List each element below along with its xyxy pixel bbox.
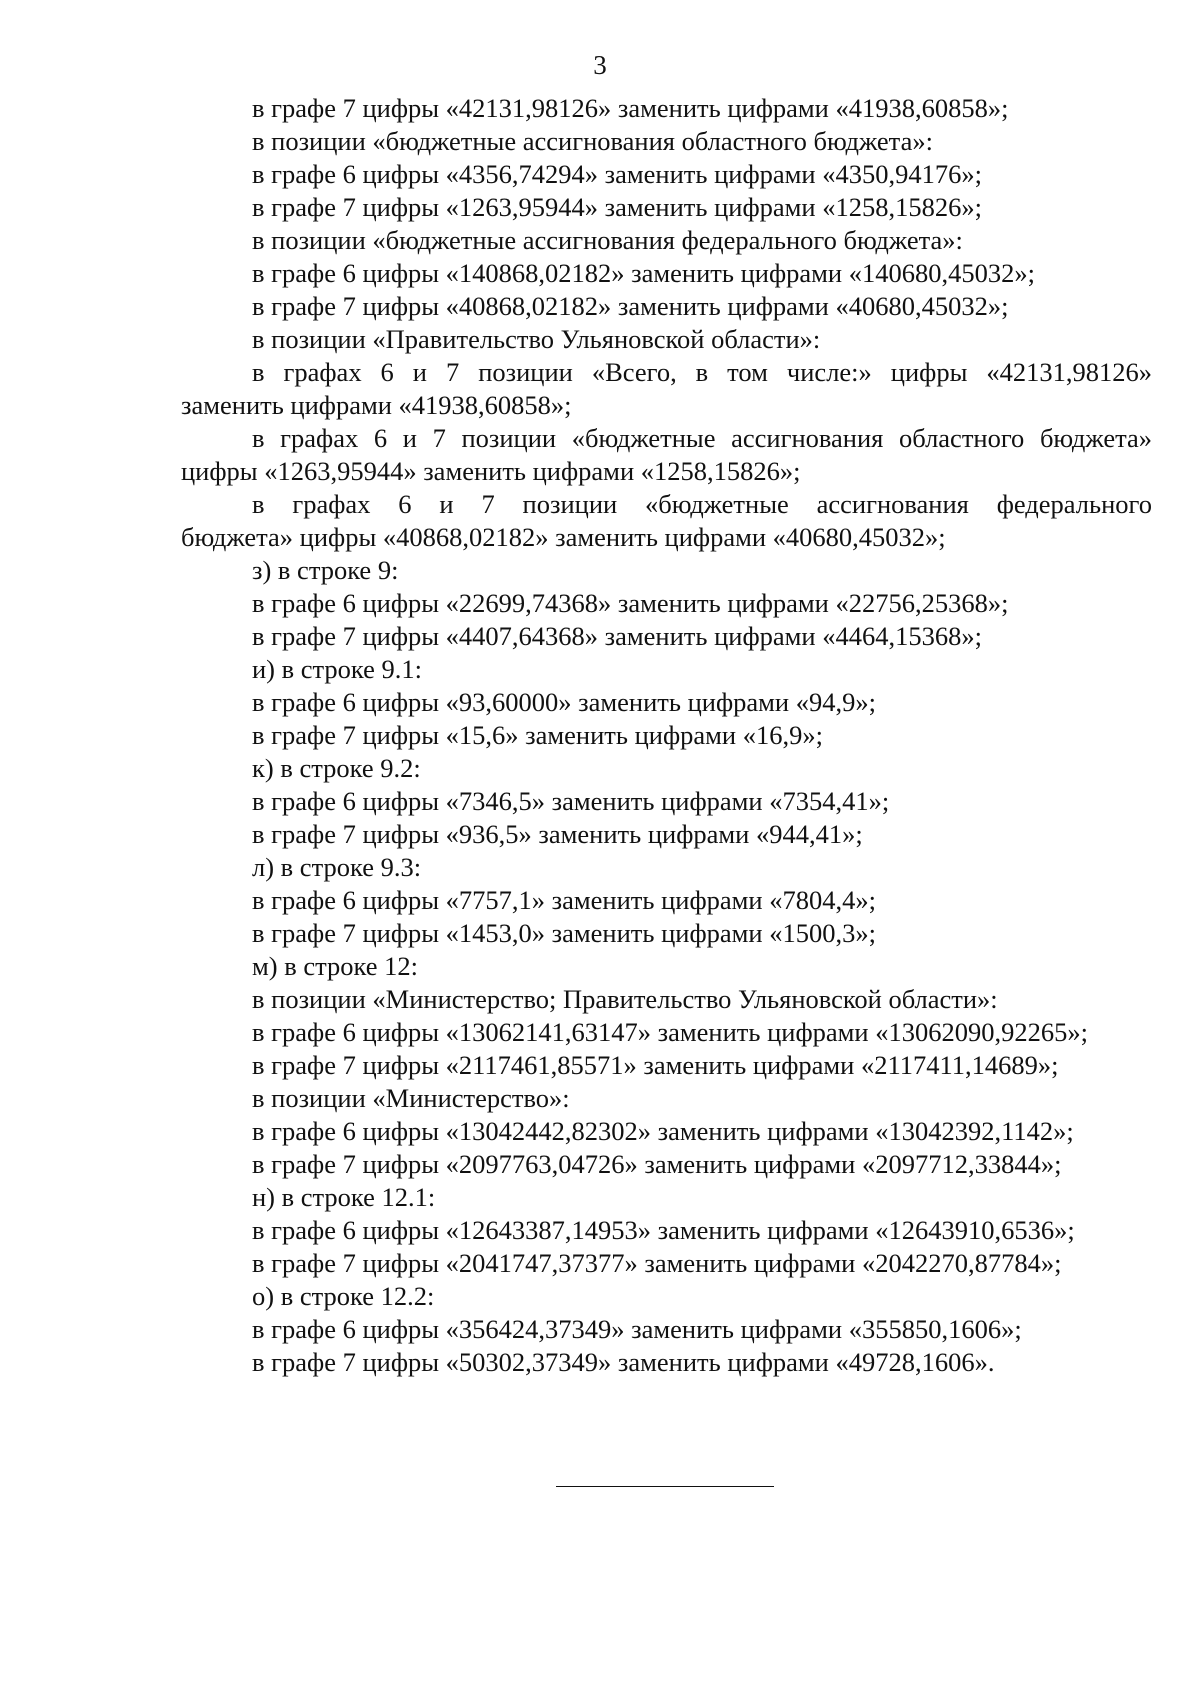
text-line: в графе 6 цифры «93,60000» заменить цифрами «94,9»;	[252, 687, 876, 717]
text-line: бюджета» цифры «40868,02182» заменить цифрами «40680,45032»;	[181, 522, 946, 552]
text-line: л) в строке 9.3:	[252, 852, 422, 882]
text-line: в графе 7 цифры «2041747,37377» заменить цифрами «2042270,87784»;	[252, 1248, 1062, 1278]
text-line: в позиции «Правительство Ульяновской области»:	[252, 324, 821, 354]
text-line: в графе 7 цифры «42131,98126» заменить цифрами «41938,60858»;	[252, 93, 1009, 123]
text-line: к) в строке 9.2:	[252, 753, 421, 783]
text-line: в графе 7 цифры «40868,02182» заменить цифрами «40680,45032»;	[252, 291, 1009, 321]
text-line: в графе 7 цифры «936,5» заменить цифрами «944,41»;	[252, 819, 863, 849]
end-separator-line	[556, 1486, 774, 1487]
text-line: в графе 6 цифры «140868,02182» заменить цифрами «140680,45032»;	[252, 258, 1035, 288]
text-line: в позиции «бюджетные ассигнования федерального бюджета»:	[252, 225, 963, 255]
page-number: 3	[593, 50, 607, 80]
text-line: н) в строке 12.1:	[252, 1182, 436, 1212]
text-line: в графе 6 цифры «356424,37349» заменить цифрами «355850,1606»;	[252, 1314, 1022, 1344]
text-line: в графе 7 цифры «2097763,04726» заменить цифрами «2097712,33844»;	[252, 1149, 1062, 1179]
text-line: в графах 6 и 7 позиции «бюджетные ассигнования областного бюджета»	[252, 423, 1152, 453]
text-line: в графе 6 цифры «22699,74368» заменить цифрами «22756,25368»;	[252, 588, 1009, 618]
text-line: в графе 7 цифры «4407,64368» заменить цифрами «4464,15368»;	[252, 621, 982, 651]
text-line: в графе 7 цифры «1263,95944» заменить цифрами «1258,15826»;	[252, 192, 982, 222]
text-line: в графе 6 цифры «13062141,63147» заменить цифрами «13062090,92265»;	[252, 1017, 1088, 1047]
text-line: в графе 7 цифры «2117461,85571» заменить цифрами «2117411,14689»;	[252, 1050, 1059, 1080]
text-line: в графе 6 цифры «7346,5» заменить цифрами «7354,41»;	[252, 786, 890, 816]
text-line: в графе 6 цифры «12643387,14953» заменить цифрами «12643910,6536»;	[252, 1215, 1075, 1245]
text-line: в позиции «бюджетные ассигнования областного бюджета»:	[252, 126, 933, 156]
text-line: в позиции «Министерство»:	[252, 1083, 570, 1113]
text-line: заменить цифрами «41938,60858»;	[181, 390, 572, 420]
text-line: и) в строке 9.1:	[252, 654, 423, 684]
text-line: м) в строке 12:	[252, 951, 418, 981]
text-line: о) в строке 12.2:	[252, 1281, 435, 1311]
text-line: в графах 6 и 7 позиции «Всего, в том числе:» цифры «42131,98126»	[252, 357, 1152, 387]
text-line: в позиции «Министерство; Правительство Ульяновской области»:	[252, 984, 998, 1014]
text-line: в графе 7 цифры «50302,37349» заменить цифрами «49728,1606».	[252, 1347, 995, 1377]
text-line: в графе 6 цифры «4356,74294» заменить цифрами «4350,94176»;	[252, 159, 982, 189]
text-line: в графах 6 и 7 позиции «бюджетные ассигнования федерального	[252, 489, 1152, 519]
text-line: в графе 7 цифры «15,6» заменить цифрами «16,9»;	[252, 720, 823, 750]
text-line: цифры «1263,95944» заменить цифрами «1258,15826»;	[181, 456, 801, 486]
text-line: з) в строке 9:	[252, 555, 399, 585]
text-line: в графе 6 цифры «7757,1» заменить цифрами «7804,4»;	[252, 885, 876, 915]
text-line: в графе 7 цифры «1453,0» заменить цифрами «1500,3»;	[252, 918, 876, 948]
text-line: в графе 6 цифры «13042442,82302» заменить цифрами «13042392,1142»;	[252, 1116, 1074, 1146]
